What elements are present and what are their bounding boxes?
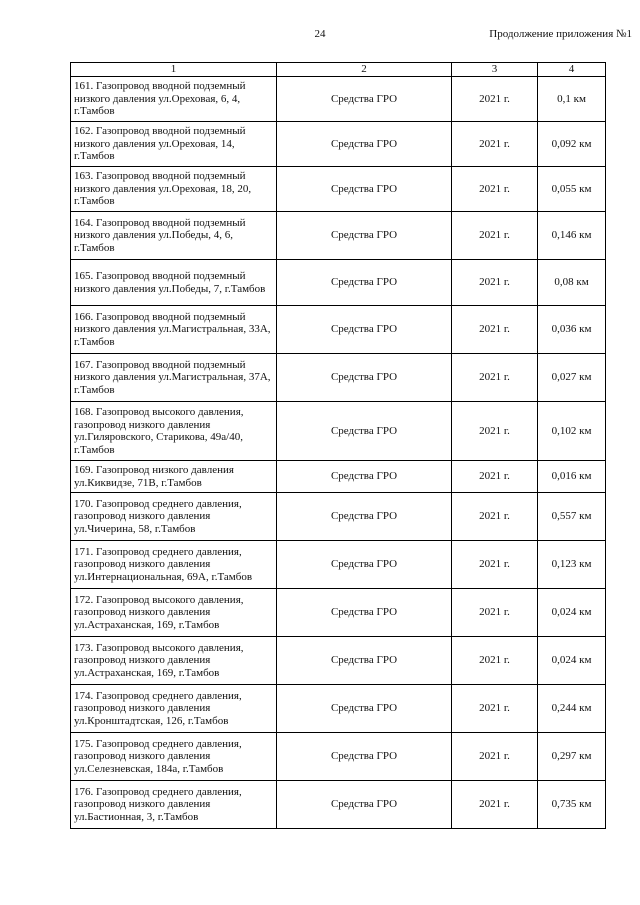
table-row bbox=[71, 167, 606, 212]
column-header-2: 2 bbox=[277, 63, 452, 77]
table-row bbox=[71, 461, 606, 493]
length-cell: 0,036 км bbox=[538, 306, 606, 354]
length-cell: 0,024 км bbox=[538, 589, 606, 637]
table-header bbox=[71, 63, 606, 77]
table-row bbox=[71, 354, 606, 402]
funding-source-cell: Средства ГРО bbox=[277, 733, 452, 781]
pipeline-name-cell: 164. Газопровод вводной подземный низкого давления ул.Победы, 4, 6, г.Тамбов bbox=[71, 212, 277, 260]
year-cell: 2021 г. bbox=[452, 685, 538, 733]
pipeline-name-cell: 173. Газопровод высокого давления, газопровод низкого давления ул.Астраханская, 169, г.Тамбов bbox=[71, 637, 277, 685]
year-cell: 2021 г. bbox=[452, 306, 538, 354]
funding-source-cell: Средства ГРО bbox=[277, 77, 452, 122]
continuation-note: Продолжение приложения №1 bbox=[489, 28, 632, 40]
header-row bbox=[71, 63, 606, 77]
pipeline-name-cell: 165. Газопровод вводной подземный низкого давления ул.Победы, 7, г.Тамбов bbox=[71, 260, 277, 306]
table-row bbox=[71, 589, 606, 637]
length-cell: 0,055 км bbox=[538, 167, 606, 212]
funding-source-cell: Средства ГРО bbox=[277, 260, 452, 306]
page-number: 24 bbox=[314, 28, 326, 40]
gas-pipeline-table bbox=[70, 62, 606, 829]
table-row bbox=[71, 77, 606, 122]
pipeline-name-cell: 163. Газопровод вводной подземный низкого давления ул.Ореховая, 18, 20, г.Тамбов bbox=[71, 167, 277, 212]
year-cell: 2021 г. bbox=[452, 493, 538, 541]
pipeline-name-cell: 168. Газопровод высокого давления, газопровод низкого давления ул.Гиляровского, Старикова, 49а/40, г.Тамбов bbox=[71, 402, 277, 461]
funding-source-cell: Средства ГРО bbox=[277, 781, 452, 829]
year-cell: 2021 г. bbox=[452, 781, 538, 829]
year-cell: 2021 г. bbox=[452, 212, 538, 260]
funding-source-cell: Средства ГРО bbox=[277, 122, 452, 167]
funding-source-cell: Средства ГРО bbox=[277, 493, 452, 541]
funding-source-cell: Средства ГРО bbox=[277, 306, 452, 354]
table-row bbox=[71, 733, 606, 781]
table-body bbox=[71, 77, 606, 829]
funding-source-cell: Средства ГРО bbox=[277, 461, 452, 493]
length-cell: 0,735 км bbox=[538, 781, 606, 829]
funding-source-cell: Средства ГРО bbox=[277, 167, 452, 212]
funding-source-cell: Средства ГРО bbox=[277, 541, 452, 589]
year-cell: 2021 г. bbox=[452, 589, 538, 637]
table-row bbox=[71, 685, 606, 733]
year-cell: 2021 г. bbox=[452, 354, 538, 402]
pipeline-name-cell: 161. Газопровод вводной подземный низкого давления ул.Ореховая, 6, 4, г.Тамбов bbox=[71, 77, 277, 122]
column-header-4: 4 bbox=[538, 63, 606, 77]
length-cell: 0,557 км bbox=[538, 493, 606, 541]
year-cell: 2021 г. bbox=[452, 260, 538, 306]
table-row bbox=[71, 637, 606, 685]
length-cell: 0,08 км bbox=[538, 260, 606, 306]
year-cell: 2021 г. bbox=[452, 77, 538, 122]
pipeline-name-cell: 167. Газопровод вводной подземный низкого давления ул.Магистральная, 37А, г.Тамбов bbox=[71, 354, 277, 402]
funding-source-cell: Средства ГРО bbox=[277, 402, 452, 461]
table-row bbox=[71, 781, 606, 829]
pipeline-name-cell: 170. Газопровод среднего давления, газопровод низкого давления ул.Чичерина, 58, г.Тамбов bbox=[71, 493, 277, 541]
pipeline-name-cell: 171. Газопровод среднего давления, газопровод низкого давления ул.Интернациональная, 69А, г.Тамбов bbox=[71, 541, 277, 589]
length-cell: 0,1 км bbox=[538, 77, 606, 122]
table-row bbox=[71, 260, 606, 306]
table-row bbox=[71, 541, 606, 589]
year-cell: 2021 г. bbox=[452, 402, 538, 461]
year-cell: 2021 г. bbox=[452, 461, 538, 493]
pipeline-name-cell: 176. Газопровод среднего давления, газопровод низкого давления ул.Бастионная, 3, г.Тамбов bbox=[71, 781, 277, 829]
pipeline-name-cell: 162. Газопровод вводной подземный низкого давления ул.Ореховая, 14, г.Тамбов bbox=[71, 122, 277, 167]
year-cell: 2021 г. bbox=[452, 167, 538, 212]
pipeline-name-cell: 169. Газопровод низкого давления ул.Киквидзе, 71В, г.Тамбов bbox=[71, 461, 277, 493]
length-cell: 0,024 км bbox=[538, 637, 606, 685]
length-cell: 0,027 км bbox=[538, 354, 606, 402]
funding-source-cell: Средства ГРО bbox=[277, 685, 452, 733]
year-cell: 2021 г. bbox=[452, 637, 538, 685]
table-row bbox=[71, 306, 606, 354]
length-cell: 0,092 км bbox=[538, 122, 606, 167]
funding-source-cell: Средства ГРО bbox=[277, 354, 452, 402]
length-cell: 0,102 км bbox=[538, 402, 606, 461]
table-row bbox=[71, 212, 606, 260]
length-cell: 0,297 км bbox=[538, 733, 606, 781]
funding-source-cell: Средства ГРО bbox=[277, 212, 452, 260]
pipeline-name-cell: 175. Газопровод среднего давления, газопровод низкого давления ул.Селезневская, 184а, г.Тамбов bbox=[71, 733, 277, 781]
table-row bbox=[71, 493, 606, 541]
year-cell: 2021 г. bbox=[452, 541, 538, 589]
funding-source-cell: Средства ГРО bbox=[277, 637, 452, 685]
funding-source-cell: Средства ГРО bbox=[277, 589, 452, 637]
table-row bbox=[71, 122, 606, 167]
year-cell: 2021 г. bbox=[452, 122, 538, 167]
pipeline-name-cell: 166. Газопровод вводной подземный низкого давления ул.Магистральная, 33А, г.Тамбов bbox=[71, 306, 277, 354]
length-cell: 0,146 км bbox=[538, 212, 606, 260]
pipeline-name-cell: 174. Газопровод среднего давления, газопровод низкого давления ул.Кронштадтская, 126, г.Тамбов bbox=[71, 685, 277, 733]
column-header-1: 1 bbox=[71, 63, 277, 77]
column-header-3: 3 bbox=[452, 63, 538, 77]
length-cell: 0,123 км bbox=[538, 541, 606, 589]
pipeline-name-cell: 172. Газопровод высокого давления, газопровод низкого давления ул.Астраханская, 169, г.Тамбов bbox=[71, 589, 277, 637]
table-row bbox=[71, 402, 606, 461]
length-cell: 0,016 км bbox=[538, 461, 606, 493]
year-cell: 2021 г. bbox=[452, 733, 538, 781]
length-cell: 0,244 км bbox=[538, 685, 606, 733]
